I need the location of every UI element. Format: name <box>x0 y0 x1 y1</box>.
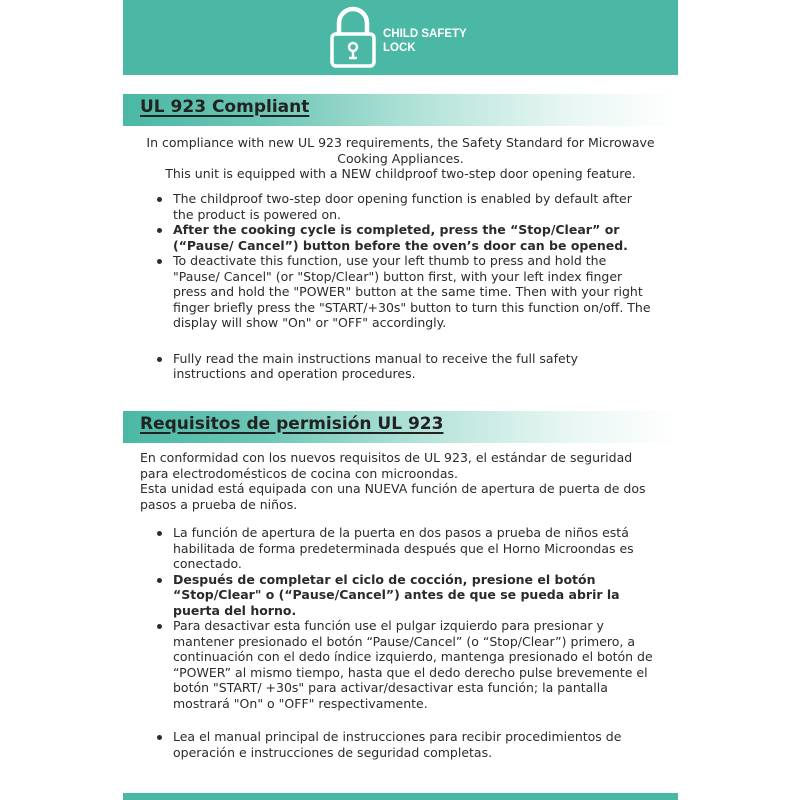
bullet-text: Lea el manual principal de instrucciones para recibir procedimientos de operación e instrucciones de seguridad completas. <box>173 729 622 760</box>
spanish-intro <box>140 450 650 512</box>
english-intro <box>123 135 678 182</box>
bullet-dot-icon <box>157 578 162 583</box>
english-intro-line: Cooking Appliances. <box>337 150 464 166</box>
list-item <box>153 618 653 711</box>
spanish-section-header <box>123 411 678 443</box>
bottom-bar <box>123 793 678 800</box>
spanish-intro-paragraph: En conformidad con los nuevos requisitos de UL 923, el estándar de seguridad para electrodomésticos de cocina con microondas. <box>140 450 633 481</box>
bullet-text: Fully read the main instructions manual to receive the full safety instructions and operation procedures. <box>173 350 578 381</box>
list-item <box>153 525 653 572</box>
list-item <box>153 729 653 760</box>
bullet-dot-icon <box>157 357 162 362</box>
bullet-dot-icon <box>157 197 162 202</box>
bullet-text: After the cooking cycle is completed, press the “Stop/Clear” or (“Pause/ Cancel”) button before the oven’s door can be opened. <box>173 222 628 253</box>
list-item <box>153 253 653 331</box>
bullet-text: La función de apertura de la puerta en dos pasos a prueba de niños está habilitada de forma predeterminada después que el Horno Microondas es conectado. <box>173 525 634 571</box>
list-item <box>153 351 653 382</box>
list-item <box>153 191 653 222</box>
english-intro-line: This unit is equipped with a NEW childproof two-step door opening feature. <box>165 166 636 181</box>
spanish-bullet-list <box>153 525 653 760</box>
bullet-dot-icon <box>157 624 162 629</box>
top-banner <box>123 0 678 75</box>
bullet-dot-icon <box>157 531 162 536</box>
spanish-section-title: Requisitos de permisión UL 923 <box>140 414 444 434</box>
instruction-sheet <box>123 0 678 800</box>
english-bullet-list <box>153 191 653 382</box>
list-item <box>153 572 653 619</box>
bullet-text: Para desactivar esta función use el pulgar izquierdo para presionar y mantener presionado el botón “Pause/Cancel” (o “Stop/Clear”) primero, a continuación con el dedo índice izquierdo, mantenga presionado el botón de “POWER” al mismo tiempo, hasta que el dedo derecho pulse brevemente el botón "START/ +30s" para activar/desactivar esta función; la pantalla mostrará "On" o "OFF" respectivamente. <box>173 618 653 711</box>
spanish-intro-paragraph: Esta unidad está equipada con una NUEVA función de apertura de puerta de dos pasos a prueba de niños. <box>140 481 646 512</box>
english-intro-line: In compliance with new UL 923 requirements, the Safety Standard for Microwave <box>146 135 655 150</box>
list-item <box>153 222 653 253</box>
bullet-text: The childproof two-step door opening function is enabled by default after the product is powered on. <box>173 191 632 222</box>
bullet-text: To deactivate this function, use your left thumb to press and hold the "Pause/ Cancel" (or "Stop/Clear") button first, with your left index finger press and hold the "POWER" button at the same time. Then with your right finger briefly press the "START/+30s" button to turn this function on/off. The display will show "On" or "OFF" accordingly. <box>173 253 651 330</box>
bullet-dot-icon <box>157 259 162 264</box>
bullet-dot-icon <box>157 228 162 233</box>
banner-label: CHILD SAFETY LOCK <box>383 28 467 54</box>
padlock-icon <box>328 6 378 70</box>
english-section-header <box>123 94 678 126</box>
bullet-dot-icon <box>157 735 162 740</box>
english-section-title: UL 923 Compliant <box>140 97 310 117</box>
bullet-text: Después de completar el ciclo de cocción, presione el botón “Stop/Clear" o (“Pause/Cancel”) antes de que se pueda abrir la puerta del horno. <box>173 571 620 618</box>
